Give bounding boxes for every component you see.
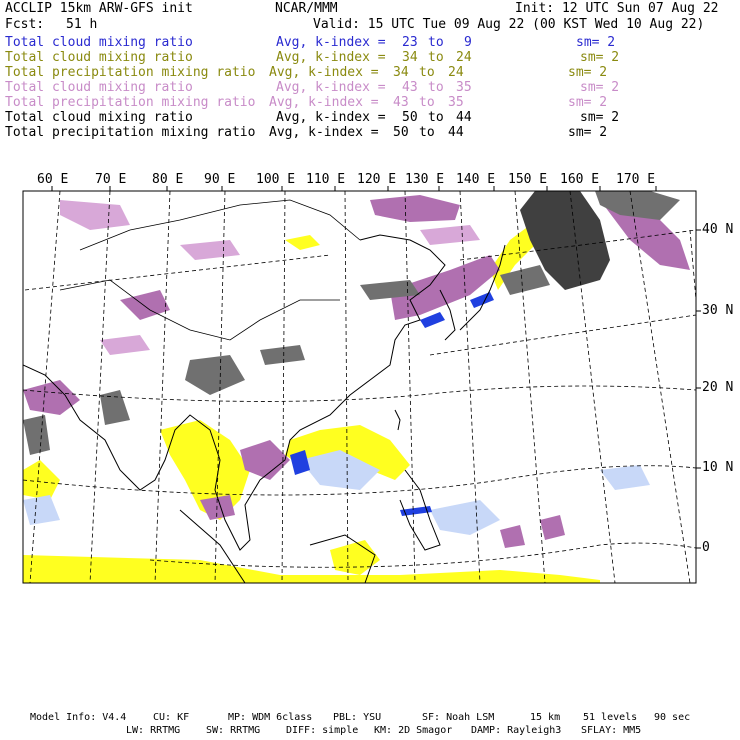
legend-avg: Avg, k-index = [276, 80, 386, 95]
legend-sm: sm= 2 [580, 110, 620, 125]
model-title: ACCLIP 15km ARW-GFS init [5, 1, 193, 16]
legend-field: Total precipitation mixing ratio [5, 125, 256, 140]
legend-k1: 50 [402, 110, 418, 125]
resolution: 15 km [530, 712, 561, 723]
legend-sm: sm= 2 [580, 80, 620, 95]
legend-to: to [419, 95, 435, 110]
lon-label: 110 E [306, 172, 346, 187]
legend-field: Total cloud mixing ratio [5, 50, 193, 65]
legend-to: to [419, 65, 435, 80]
lon-label: 160 E [560, 172, 600, 187]
valid-time: Valid: 15 UTC Tue 09 Aug 22 (00 KST Wed 10 Aug 22) [313, 17, 705, 32]
km-scheme: KM: 2D Smagor [374, 725, 453, 736]
legend-sm: sm= 2 [568, 65, 608, 80]
legend-k2: 9 [464, 35, 472, 50]
model-info: Model Info: V4.4 [30, 712, 127, 723]
center-label: NCAR/MMM [275, 1, 338, 16]
legend-k2: 24 [456, 50, 472, 65]
legend-field: Total cloud mixing ratio [5, 110, 193, 125]
lon-label: 130 E [405, 172, 445, 187]
lon-label: 100 E [256, 172, 296, 187]
legend-to: to [428, 35, 444, 50]
legend-k1: 43 [402, 80, 418, 95]
lon-label: 70 E [95, 172, 127, 187]
lon-label: 60 E [37, 172, 69, 187]
lon-label: 120 E [357, 172, 397, 187]
legend-avg: Avg, k-index = [269, 95, 379, 110]
legend-field: Total cloud mixing ratio [5, 35, 193, 50]
legend-to: to [428, 50, 444, 65]
legend-to: to [419, 125, 435, 140]
forecast-label: Fcst: [5, 17, 45, 32]
legend-avg: Avg, k-index = [276, 50, 386, 65]
levels: 51 levels [583, 712, 638, 723]
legend-k2: 44 [456, 110, 472, 125]
legend-k1: 50 [393, 125, 409, 140]
sw-scheme: SW: RRTMG [206, 725, 261, 736]
lon-label: 90 E [204, 172, 236, 187]
legend-k1: 34 [393, 65, 409, 80]
legend-field: Total cloud mixing ratio [5, 80, 193, 95]
lon-label: 150 E [508, 172, 548, 187]
legend-to: to [428, 110, 444, 125]
lat-label: 10 N [702, 460, 734, 475]
legend-to: to [428, 80, 444, 95]
mp-scheme: MP: WDM 6class [228, 712, 313, 723]
legend-sm: sm= 2 [568, 95, 608, 110]
lat-label: 30 N [702, 303, 734, 318]
legend-k2: 35 [456, 80, 472, 95]
legend-k1: 34 [402, 50, 418, 65]
damp-scheme: DAMP: Rayleigh3 [471, 725, 562, 736]
legend-avg: Avg, k-index = [269, 65, 379, 80]
pbl-scheme: PBL: YSU [333, 712, 382, 723]
lat-label: 40 N [702, 222, 734, 237]
lon-label: 80 E [152, 172, 184, 187]
timestep: 90 sec [654, 712, 691, 723]
lat-label: 20 N [702, 380, 734, 395]
lat-label: 0 [702, 540, 710, 555]
sf-scheme: SF: Noah LSM [422, 712, 495, 723]
legend-field: Total precipitation mixing ratio [5, 65, 256, 80]
legend-k2: 44 [448, 125, 464, 140]
lw-scheme: LW: RRTMG [126, 725, 181, 736]
init-time: Init: 12 UTC Sun 07 Aug 22 [515, 1, 719, 16]
lon-label: 140 E [456, 172, 496, 187]
legend-sm: sm= 2 [576, 35, 616, 50]
diff-scheme: DIFF: simple [286, 725, 359, 736]
legend-sm: sm= 2 [568, 125, 608, 140]
legend-k1: 23 [402, 35, 418, 50]
legend-k2: 35 [448, 95, 464, 110]
forecast-hour: 51 h [66, 17, 98, 32]
legend-avg: Avg, k-index = [276, 35, 386, 50]
lon-label: 170 E [616, 172, 656, 187]
legend-k1: 43 [393, 95, 409, 110]
legend-sm: sm= 2 [580, 50, 620, 65]
legend-avg: Avg, k-index = [269, 125, 379, 140]
legend-k2: 24 [448, 65, 464, 80]
legend-field: Total precipitation mixing ratio [5, 95, 256, 110]
sflay-scheme: SFLAY: MM5 [581, 725, 642, 736]
cu-scheme: CU: KF [153, 712, 190, 723]
legend-avg: Avg, k-index = [276, 110, 386, 125]
